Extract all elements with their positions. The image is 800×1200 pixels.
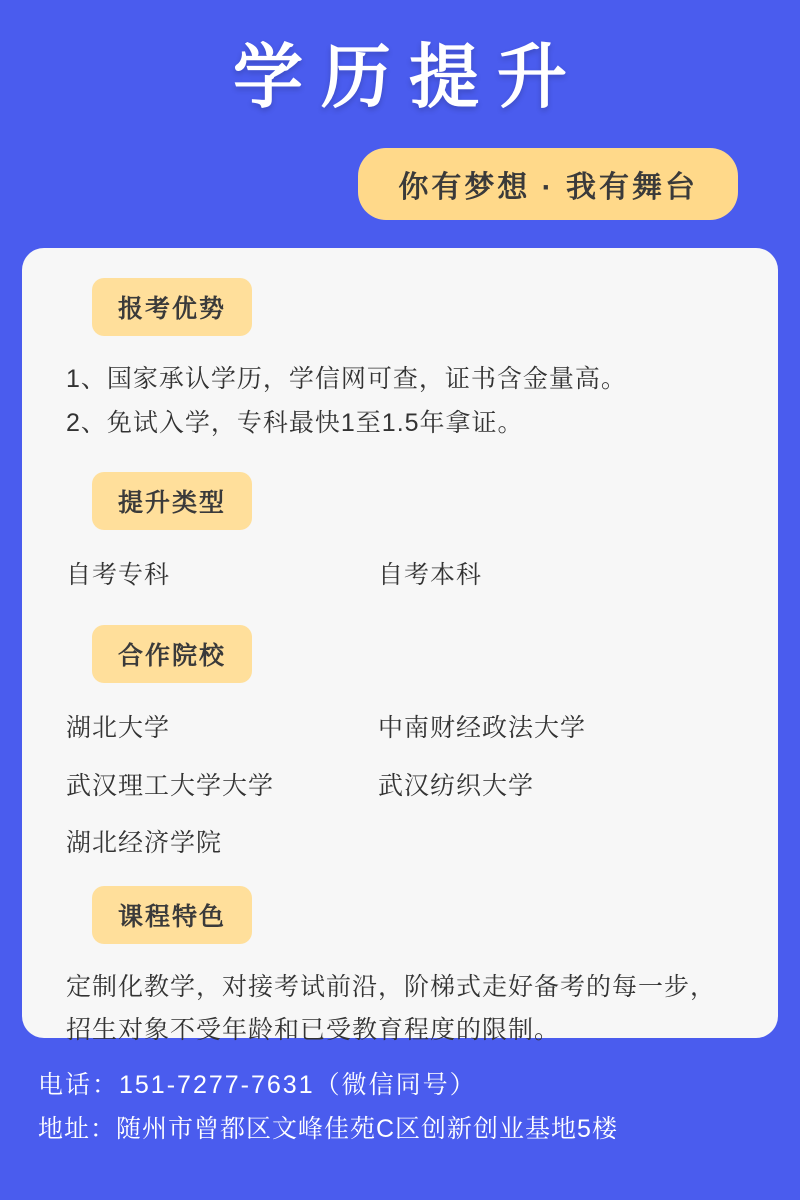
spacer — [22, 599, 778, 625]
contact-phone: 电话：151-7277-7631（微信同号） — [38, 1071, 477, 1099]
subtitle-row — [0, 148, 800, 220]
list-item: 自考专科 — [66, 560, 171, 589]
types-list — [66, 552, 734, 600]
list-item: 中南财经政法大学 — [378, 714, 587, 742]
advantage-line-1: 1、国家承认学历，学信网可查，证书含金量高。 — [66, 365, 627, 393]
content-card — [22, 248, 778, 1045]
page-title: 学历提升 — [233, 38, 585, 116]
spacer — [66, 944, 734, 966]
spacer — [66, 683, 734, 705]
advantage-line-2: 2、免试入学，专科最快1至1.5年拿证。 — [66, 408, 524, 437]
section-advantages-tag-wrap — [92, 278, 734, 336]
section-features-tag-wrap — [92, 886, 734, 944]
section-features — [22, 886, 778, 1054]
section-types-tag-wrap — [92, 472, 734, 530]
section-schools — [22, 625, 778, 868]
list-item-empty — [378, 820, 734, 868]
poster-footer — [0, 1038, 800, 1152]
spacer — [22, 868, 778, 886]
subtitle-badge: 你有梦想 · 我有舞台 — [358, 148, 738, 220]
contact-address: 地址：随州市曾都区文峰佳苑C区创新创业基地5楼 — [38, 1114, 618, 1143]
section-types-tag: 提升类型 — [92, 472, 252, 530]
spacer — [66, 336, 734, 358]
list-item: 湖北经济学院 — [66, 829, 223, 857]
section-features-tag: 课程特色 — [92, 886, 252, 944]
section-types — [22, 472, 778, 600]
list-item: 武汉纺织大学 — [378, 771, 535, 800]
feature-line-2: 招生对象不受年龄和已受教育程度的限制。 — [66, 1016, 561, 1045]
spacer — [66, 530, 734, 552]
schools-list — [66, 705, 734, 868]
feature-line-1: 定制化教学，对接考试前沿，阶梯式走好备考的每一步， — [66, 972, 717, 1001]
list-item: 湖北大学 — [66, 714, 171, 742]
section-advantages — [22, 278, 778, 446]
poster-header — [0, 0, 800, 220]
list-item: 自考本科 — [378, 560, 483, 589]
section-schools-tag: 合作院校 — [92, 625, 252, 683]
section-schools-tag-wrap — [92, 625, 734, 683]
list-item: 武汉理工大学大学 — [66, 771, 275, 800]
section-advantages-tag: 报考优势 — [92, 278, 252, 336]
spacer — [22, 446, 778, 472]
